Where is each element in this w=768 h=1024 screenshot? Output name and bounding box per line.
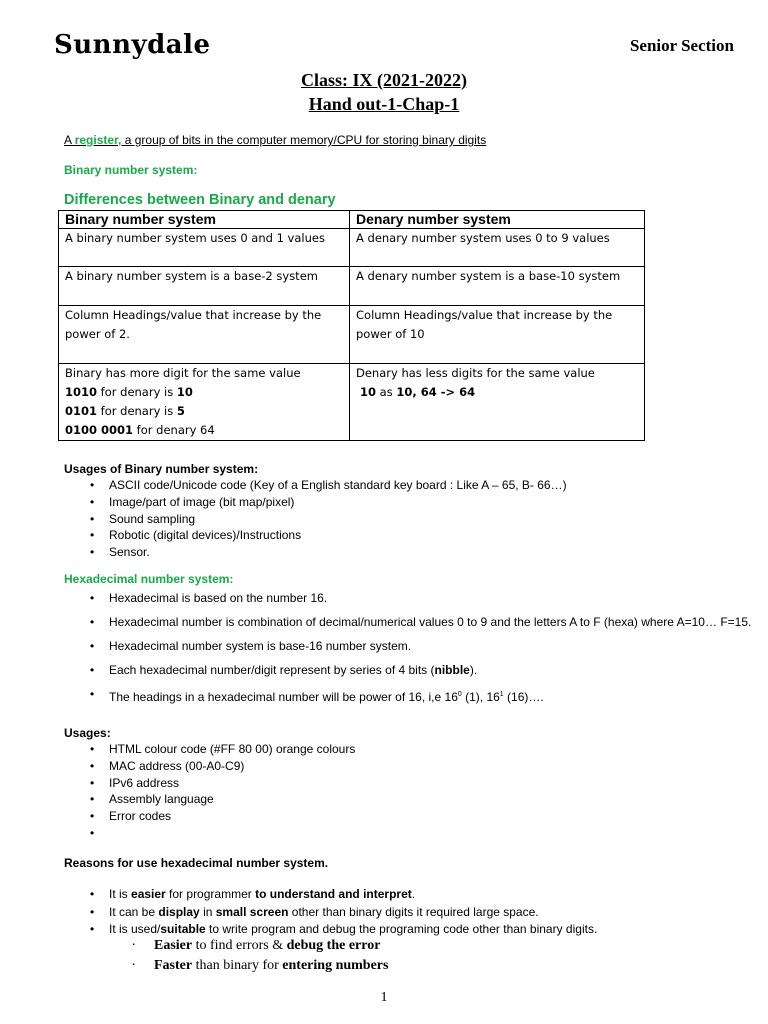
list-item: • It is easier for programmer to understand and interpret. — [64, 886, 754, 904]
table-row — [59, 229, 645, 267]
hex-usages-heading: Usages: — [64, 726, 111, 740]
reasons-heading: Reasons for use hexadecimal number system. — [64, 856, 329, 870]
list-item: • It is used/suitable to write program and debug the programing code other than binary digits. — [64, 921, 754, 939]
list-item: • IPv6 address — [64, 775, 355, 792]
list-item: • HTML colour code (#FF 80 00) orange colours — [64, 741, 355, 758]
table-cell: Column Headings/value that increase by the power of 10 — [350, 306, 645, 364]
list-item: . Faster than binary for entering numbers — [64, 956, 388, 976]
binary-heading: Binary number system: — [64, 163, 198, 177]
table-row — [59, 267, 645, 306]
hexadecimal-list — [64, 588, 754, 711]
list-item: • The headings in a hexadecimal number will be power of 16, i,e $16^0$ (1), $16^1$ (16)…. — [64, 684, 754, 708]
list-item: • Each hexadecimal number/digit represent by series of 4 bits (nibble). — [64, 660, 754, 681]
table-cell: A denary number system is a base-10 system — [350, 267, 645, 306]
list-item: • Hexadecimal number system is base-16 number system. — [64, 636, 754, 657]
table-cell: A denary number system uses 0 to 9 values — [350, 229, 645, 267]
table-cell: Binary has more digit for the same value 1010 for denary is 10 0101 for denary is 5 0100 0001 for denary 64 — [59, 364, 350, 441]
list-item — [64, 825, 355, 842]
table-cell: A binary number system is a base-2 system — [59, 267, 350, 306]
list-item: • Sensor. — [64, 544, 567, 561]
table-row — [59, 364, 645, 441]
differences-heading: Differences between Binary and denary — [64, 192, 336, 208]
list-item: . Easier to find errors & debug the error — [64, 936, 388, 956]
table-header-row — [59, 211, 645, 229]
hexadecimal-heading: Hexadecimal number system: — [64, 572, 234, 586]
list-item: • Error codes — [64, 808, 355, 825]
list-item: • Hexadecimal number is combination of decimal/numerical values 0 to 9 and the letters A to F (hexa) where A=10… F=15. — [64, 612, 754, 633]
list-item: • Hexadecimal is based on the number 16. — [64, 588, 754, 609]
register-definition: A register, a group of bits in the computer memory/CPU for storing binary digits — [64, 133, 487, 147]
page-number: 1 — [380, 990, 388, 1005]
section-label: Senior Section — [629, 36, 734, 55]
binary-usages-heading: Usages of Binary number system: — [64, 462, 259, 476]
hex-usages-list — [64, 741, 355, 842]
reasons-serif-list — [64, 936, 388, 976]
table-row — [59, 306, 645, 364]
table-cell: A binary number system uses 0 and 1 values — [59, 229, 350, 267]
handout-title: Hand out-1-Chap-1 — [308, 94, 460, 114]
reasons-list — [64, 886, 754, 939]
table-header-denary: Denary number system — [350, 211, 645, 229]
list-item: • Image/part of image (bit map/pixel) — [64, 494, 567, 511]
school-logo: Sunnydale — [54, 30, 211, 60]
list-item: • It can be display in small screen other than binary digits it required large space. — [64, 904, 754, 922]
class-title: Class: IX (2021-2022) — [301, 70, 467, 90]
table-cell: Column Headings/value that increase by the power of 2. — [59, 306, 350, 364]
list-item: • MAC address (00-A0-C9) — [64, 758, 355, 775]
binary-usages-list — [64, 477, 567, 561]
table-header-binary: Binary number system — [59, 211, 350, 229]
list-item: • Sound sampling — [64, 511, 567, 528]
list-item: • Robotic (digital devices)/Instructions — [64, 527, 567, 544]
list-item: • ASCII code/Unicode code (Key of a English standard key board : Like A – 65, B- 66…) — [64, 477, 567, 494]
register-term: register, — [74, 133, 122, 147]
comparison-table — [58, 210, 645, 441]
list-item: • Assembly language — [64, 791, 355, 808]
table-cell: Denary has less digits for the same value 10 as 10, 64 -> 64 — [350, 364, 645, 441]
